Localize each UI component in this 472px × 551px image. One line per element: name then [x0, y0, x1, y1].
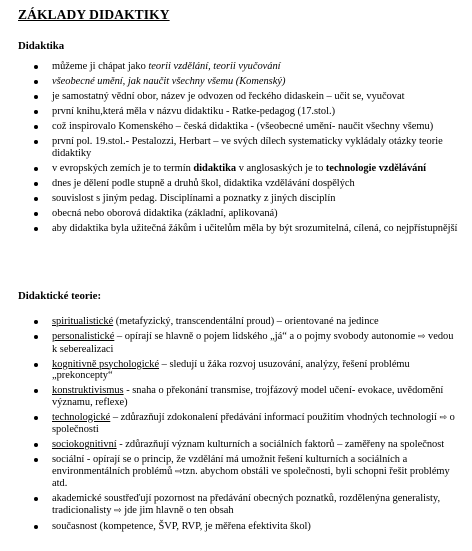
list-item-text: – sledují u žáka rozvoj usuzování, analýzy, řešení problému „prekoncepty“ [52, 358, 410, 381]
list-item [0, 91, 472, 103]
list-item-text: jde jim hlavně o ten obsah [121, 504, 234, 516]
list-item-text: - zdůrazňují význam kulturních a sociálních faktorů – zaměřeny na společnost [116, 439, 445, 450]
bullet-icon [34, 212, 38, 216]
list-item-text: dnes je dělení podle stupně a druhů škol, didaktika vzdělávání dospělých [52, 177, 355, 189]
bullet-icon [34, 95, 38, 99]
list-item-text: obecná nebo oborová didaktika (základní, aplikovaná) [52, 207, 278, 219]
bullet-icon [34, 167, 38, 171]
bullet-icon [34, 125, 38, 129]
list-item-text: tzn. abychom obstáli ve společnosti, byli schopni řešit problémy atd. [52, 465, 450, 489]
bullet-icon [34, 416, 38, 420]
list-item [0, 439, 472, 451]
arrow-right-icon: ⇨ [174, 466, 183, 477]
bullet-icon [34, 197, 38, 201]
list-item-text: kognitivně psychologické [52, 358, 160, 370]
list-item-text: – zdůrazňují zdokonalení předávání informací použitím vhodných technologií [110, 411, 440, 423]
list-item [0, 136, 472, 159]
list-item-text: je samostatný vědní obor, název je odvozen od řeckého didaskein – učit se, vyučovat [52, 91, 405, 102]
list-item-text: všeobecné umění, jak naučit všechny všemu (Komenský) [52, 76, 286, 87]
list-item-text: současnost (kompetence, ŠVP, RVP, je měřena efektivita škol) [52, 520, 311, 532]
list-item [0, 76, 472, 88]
list-item-text: vedou k seberealizaci [52, 331, 454, 355]
list-item-text: technologie vzdělávání [325, 162, 427, 174]
list-item [0, 208, 472, 220]
bullet-icon [34, 458, 38, 462]
section-heading-didaktika: Didaktika [18, 40, 65, 52]
list-item-text: personalistické [52, 331, 115, 342]
arrow-right-icon: ⇨ [417, 332, 426, 342]
list-item-text: aby didaktika byla užitečná žákům i učitelům měla by být srozumitelná, cílená, co nejpřístupnější [52, 222, 458, 234]
didaktika-list [0, 61, 472, 238]
didakticke-teorie-list [0, 316, 472, 536]
list-item [0, 178, 472, 190]
bullet-icon [34, 80, 38, 84]
bullet-icon [34, 140, 38, 144]
list-item-text: technologické [52, 411, 111, 423]
bullet-icon [34, 182, 38, 186]
list-item-text: (metafyzický, transcendentální proud) – orientované na jedince [113, 316, 379, 327]
list-item [0, 121, 472, 133]
list-item-text: sociokognitivní [52, 439, 117, 450]
list-item [0, 61, 472, 73]
list-item-text: můžeme ji chápat jako [52, 61, 149, 72]
list-item [0, 223, 472, 235]
bullet-icon [34, 525, 38, 529]
list-item-text: akademické soustřeďují pozornost na předávání obecných poznatků, rozdělenýna generalisty, tradicionalisty [52, 493, 441, 516]
list-item-text: o společnosti [52, 411, 455, 435]
list-item-text: první knihu,která měla v názvu didaktiku - Ratke-pedagog (17.stol.) [52, 106, 336, 117]
list-item-text: v anglosaských je to [236, 162, 326, 174]
bullet-icon [34, 363, 38, 367]
bullet-icon [34, 227, 38, 231]
arrow-right-icon: ⇨ [439, 412, 448, 423]
bullet-icon [34, 497, 38, 501]
list-item [0, 454, 472, 490]
list-item-text: teorii vzdělání, teorii vyučování [148, 61, 281, 72]
list-item-text: v evropských zemích je to termín [52, 162, 194, 174]
list-item [0, 331, 472, 355]
list-item-text: konstruktivismus [52, 385, 124, 396]
list-item-text: didaktika [193, 162, 237, 174]
list-item-text: souvislost s jiným pedag. Disciplínami a poznatky z jiných disciplín [52, 192, 336, 204]
list-item-text: - snaha o překonání transmise, trojfázový model učení- evokace, uvědomění významu, reflexe) [52, 385, 444, 408]
list-item [0, 193, 472, 205]
list-item [0, 316, 472, 328]
list-item [0, 359, 472, 382]
list-item-text: což inspirovalo Komenského – česká didaktika - (všeobecné umění- naučit všechny všemu) [52, 121, 434, 132]
list-item-text: spiritualistické [52, 316, 114, 327]
list-item [0, 521, 472, 533]
bullet-icon [34, 443, 38, 447]
bullet-icon [34, 110, 38, 114]
bullet-icon [34, 65, 38, 69]
list-item [0, 163, 472, 175]
bullet-icon [34, 389, 38, 393]
list-item-text: sociální - opírají se o princip, že vzdělání má umožnit řešení kulturních a sociálních a environmentálních problémů [52, 454, 408, 477]
list-item [0, 493, 472, 517]
arrow-right-icon: ⇨ [114, 505, 122, 516]
list-item [0, 385, 472, 408]
list-item [0, 106, 472, 118]
list-item [0, 412, 472, 436]
list-item-text: – opírají se hlavně o pojem lidského „já“ a o pojmy svobody autonomie [114, 331, 418, 342]
section-heading-didakticke-teorie: Didaktické teorie: [18, 290, 102, 302]
bullet-icon [34, 320, 38, 324]
document-title: ZÁKLADY DIDAKTIKY [18, 7, 170, 22]
bullet-icon [34, 335, 38, 339]
list-item-text: první pol. 19.stol.- Pestalozzi, Herbart – ve svých dílech systematicky vykládaly otázky teorie didaktiky [52, 136, 443, 159]
